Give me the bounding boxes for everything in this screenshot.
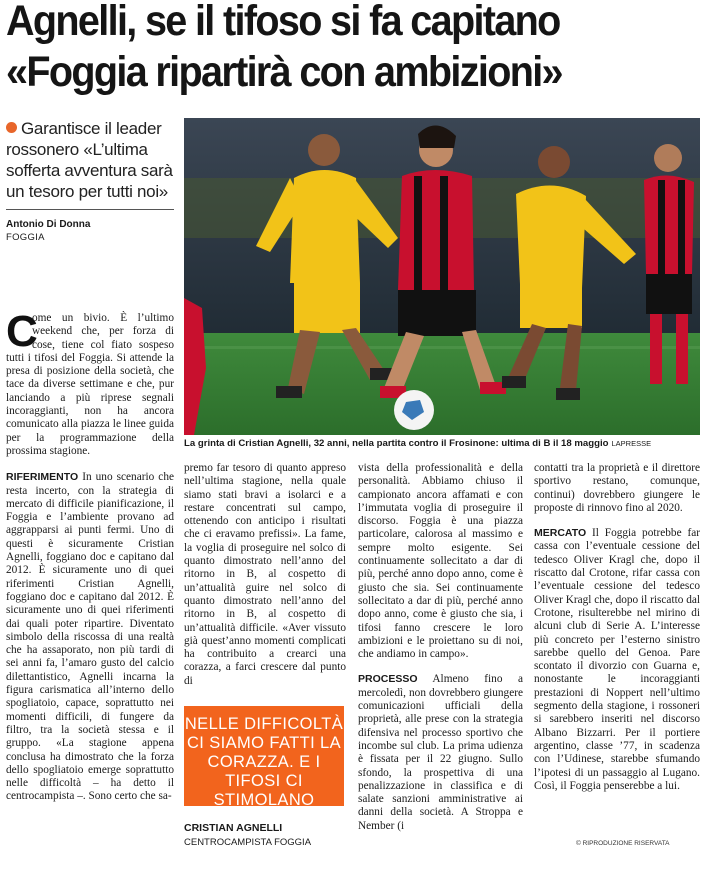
author-byline: Antonio Di Donna [6, 219, 91, 230]
section-lead-riferimento: RIFERIMENTO [6, 471, 79, 484]
photo-credit: LAPRESSE [611, 439, 652, 448]
football-players-illustration [184, 118, 700, 435]
match-photo [184, 118, 700, 435]
intro-paragraph: ome un bivio. È l’ultimo weekend che, per forza di cose, tiene col fiato sospeso tutti i tifosi del Foggia. Si attende la presa di posizione della società, che tace da diverse settimane e che, pur lanciando a più riprese segnali incoraggianti, non ha ancora comunicato alla piazza le linee guida per la programmazione della prossima stagione. [6, 312, 174, 457]
column-3-text: vista della professionalità e della personalità. Abbiamo chiuso il campionato ancora affamati e con l’immutata voglia di proseguire il discorso. Foggia è una piazza particolare, calorosa al massimo e sempre molto esigente. Sei continuamente sollecitato a dar di più, perché anno dopo anno, come è giusto che sia. Sei continuamente sollecitato a dar di più, perché anno dopo anno, come è giusto che sia, i tifosi fanno crescere le loro ambizioni e le proiettano su di noi, che andiamo in campo». [358, 462, 523, 661]
section-lead-mercato: MERCATO [534, 527, 587, 540]
article-column-1 [6, 307, 174, 804]
bullet-dot-icon [6, 122, 17, 133]
pull-quote-box [184, 706, 344, 809]
sidebar [6, 118, 174, 243]
pull-quote-text: NELLE DIFFICOLTÀ CI SIAMO FATTI LA CORAZZA. E I TIFOSI CI STIMOLANO [184, 715, 344, 809]
kicker-text: Garantisce il leader rossonero «L’ultima sofferta avventura sarà un tesoro per tutti noi» [6, 119, 173, 201]
section-lead-processo: PROCESSO [358, 673, 418, 686]
mercato-text: Il Foggia potrebbe far cassa con l’eventuale cessione del tedesco Oliver Kragl che, dopo il riscatto dal Crotone, rifar cassa con l’eventuale cessione del tedesco Oliver Kragl che, dopo il riscatto dal Crotone, risulterebbe nel mirino di alcuni club di Serie A. L’interesse più concreto per l’esterno sinistro sarebbe quello del Genoa. Pare scontato il divorzio con Guarna e, nonostante le incoraggianti prestazioni di Noppert nell’ultimo segmento della stagione, i rossoneri si sarebbero inseriti nel discorso Albano Bizzarri. Per il portiere argentino, classe ’77, in scadenza con l’Udinese, starebbe sfumando l’ipotesi di un passaggio al Lugano. Così, il Foggia penserebbe a lui. [534, 527, 700, 792]
article-column-3 [358, 462, 523, 833]
headline-line-2: «Foggia ripartirà con ambizioni» [6, 48, 562, 96]
quote-role: CENTROCAMPISTA FOGGIA [184, 837, 312, 848]
caption-text: La grinta di Cristian Agnelli, 32 anni, nella partita contro il Frosinone: ultima di B il 18 maggio [184, 438, 609, 449]
photo-caption [184, 438, 704, 450]
quote-author: CRISTIAN AGNELLI [184, 822, 283, 834]
headline-line-1: Agnelli, se il tifoso si fa capitano [6, 0, 560, 45]
dateline-city: FOGGIA [6, 232, 45, 243]
processo-text: Almeno fino a mercoledì, non dovrebbero giungere comunicazioni ufficiali della proprietà, alle prese con la strategia difensiva nel processo sportivo che incombe sul club. La prima udienza è fissata per il 22 giugno. Sullo sfondo, la prospettiva di una penalizzazione in classifica e di salate sanzioni amministrative ai danni della società. A Stroppa e Nember (i [358, 673, 523, 832]
kicker [6, 118, 174, 202]
column-2-text: premo far tesoro di quanto appreso nell’ultima stagione, nella quale siamo stati bravi a isolarci e a restare concentrati sul campo, ottenendo con anticipo i risultati che ci eravamo prefissi». La fame, la voglia di proseguire nel solco di quanto dimostrato nell’anno del ritorno in B, al cospetto di un’attualità guire nel solco di quanto dimostrato nell’anno del ritorno in B, al cospetto di un’attualità difficile. «Aver vissuto già quest’anno momenti complicati ha contribuito a crearci una corazza, a farci crescere dal punto di [184, 462, 346, 687]
article-column-4 [534, 462, 700, 793]
article-column-2 [184, 462, 346, 688]
headline [6, 0, 648, 98]
riferimento-text: In uno scenario che resta incerto, con la strategia di mercato di difficile pianificazione, il Foggia e l’ambiente provano ad aggrapparsi ai punti fermi. Uno di questi è sicuramente Cristian Agnelli, foggiano doc e capitano dal 2012. È sicuramente uno di quei riferimenti Cristian Agnelli, foggiano doc e capitano dal 2012. È sicuramente uno di quei riferimenti dai quali poter ripartire. Diventato simbolo della riscossa di una realtà che ha assaporato, non più tardi di sei anni fa, l’amaro gusto del calcio dilettantistico, Agnelli incarna la figura carismatica all’interno dello spogliatoio, capace, soprattutto nei momenti difficili, di fungere da filtro, tra la società stessa e il gruppo. «La stagione appena conclusa ha dimostrato che la forza dello spogliatoio emerge soprattutto nelle difficoltà – ha detto il centrocampista –. Sono certo che sa- [6, 471, 174, 803]
copyright-notice: © RIPRODUZIONE RISERVATA [576, 840, 670, 847]
dropcap: C [6, 307, 38, 356]
divider [6, 209, 174, 210]
column-4-text: contatti tra la proprietà e il direttore sportivo restano, comunque, continui) dovrebbero giungere le proposte di rinnovo fino al 2020. [534, 462, 700, 514]
